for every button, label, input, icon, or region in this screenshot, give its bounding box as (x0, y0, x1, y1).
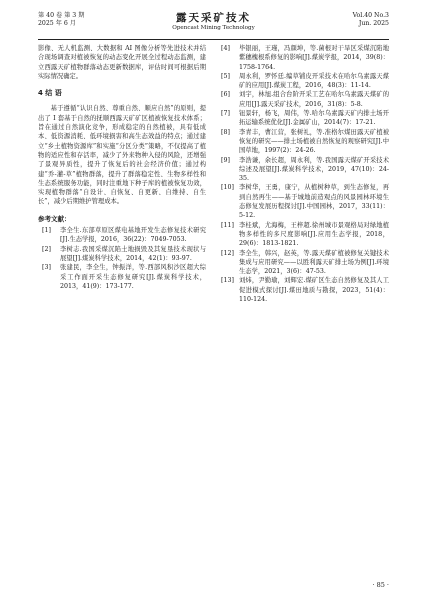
reference-number: [4] (221, 45, 230, 52)
reference-text: 刘宇，林旭.组合台阶开采工艺在哈尔乌素露天煤矿的应用[J].露天采矿技术，2016，31(8)：5-8. (239, 91, 389, 108)
reference-text: 刘炜，尹勤瑜，刘辉宏.煤矿区生态自然修复及其人工促进模式探讨[J].煤田地质与勘探，2023，51(4)：110-124. (239, 277, 389, 304)
reference-number: [13] (221, 277, 234, 285)
reference-list-left (38, 226, 206, 291)
reference-item (38, 245, 206, 264)
reference-number: [5] (221, 72, 230, 80)
date-cn: 2025 年 6 月 (38, 20, 76, 27)
reference-number: [3] (42, 264, 51, 272)
reference-text: 李全生，韩兴，赵英，等.露天煤矿植被修复关键技术集成与应用研究——以胜利露天矿排土场为例[J].环境生态学，2021，3(6)：47-53. (239, 249, 389, 276)
reference-text: 张建民，李全生，钟振洋，等.西部风积沙区超大综采工作面开采生态修复研究[J].煤炭科学技术，2013，41(9)：173-177. (60, 264, 206, 290)
reference-text: 李青丰，曹江营，张树礼，等.准格尔煤田露天矿植被恢复的研究——排土场植被自然恢复的观察研究[J].中国草地，1997(2)：24-26. (239, 128, 389, 155)
reference-number: [12] (221, 249, 234, 257)
reference-item (217, 109, 389, 128)
left-column (38, 44, 206, 291)
reference-item (217, 128, 389, 156)
reference-item (217, 90, 389, 109)
journal-title-en: Opencast Mining Technology (172, 25, 255, 31)
volume-issue-cn: 第 40 卷 第 3 期 (38, 12, 85, 19)
references-title: 参考文献： (38, 214, 71, 223)
reference-item (38, 263, 206, 291)
volume-issue-right (353, 12, 389, 28)
reference-text: 李树志.我国采煤沉陷土地损毁及其复垦技术现状与展望[J].煤炭科学技术，2014，42(1)：93-97. (60, 245, 206, 262)
reference-item (217, 156, 389, 184)
reference-number: [9] (221, 156, 230, 164)
reference-text: 周永利，罗怀廷.编草铺皮开采技术在哈尔乌素露天煤矿的应用[J].煤炭工程，2016，48(3)：11-14. (239, 72, 389, 90)
intro-paragraph: 影像、无人机监测、大数据和 AI 图像分析等先进技术并结合现场调查对植被恢复的动态变化开展全过程动态监测，建立西露天矿植物群落动态更新数据库，评估时间可根据后期实际情况确定。 (38, 45, 206, 80)
reference-text: 钮景轩，杨飞，周伟，等.哈尔乌素露天矿内排土场开拓运输系统优化[J].金属矿山，2014(7)：17-21. (239, 110, 389, 127)
reference-text: 毕银丽，王瑾，冯颜坤，等.菌根对干旱区采煤沉陷地紫穗槐根系修复的影响[J].煤炭学报，2014，39(8)：1758-1764. (239, 45, 389, 71)
journal-title-cn: 露天采矿技术 (176, 12, 251, 24)
page-number: · 85 · (372, 581, 389, 589)
reference-number: [11] (221, 221, 234, 229)
date-en: Jun. 2025 (358, 20, 389, 27)
volume-issue-en: Vol.40 No.3 (352, 12, 389, 19)
reference-item (217, 221, 389, 249)
reference-number: [8] (221, 128, 230, 136)
conclusion-paragraph: 基于遵循“认识自然、尊重自然、顺应自然”的原则，提出了 I 套基于自然的抚顺西露天矿矿区植被恢复技术体系；旨在通过自然演化竞争，形成稳定的自然植被，具有低成本、低资源消耗、低环境损害和高生态效益的特点；通过建立“乡土植物资源库”和实施“分区分类”策略，不仅提高了植物的适应性和存活率，减少了外来物种入侵的风险，还增强了景观异质性，提升了恢复后的社会经济价值；通过构建“乔-灌-草”植物群落，提升了群落稳定性、生物多样性和生态系统服务功能，同时注重地下种子库的植被恢复功效，实现植物群落“自设计、自恢复、自更新、自维持、自生长”，减少后期维护管理成本。 (38, 105, 206, 206)
reference-text: 李全生.东部草原区煤电基地开发生态修复技术研究[J].生态学报，2016，36(22)：7049-7053. (60, 227, 206, 244)
reference-item (217, 249, 389, 277)
running-header (38, 12, 389, 42)
reference-number: [6] (221, 91, 230, 99)
header-rule (38, 39, 389, 40)
reference-item (217, 44, 389, 72)
reference-item (217, 72, 389, 91)
reference-item (38, 226, 206, 245)
reference-text: 李桂斌，尤海梅，王梓超.徐州城市景观格局对绿地植物多样性的多尺度影响[J].应用生态学报，2018，29(6)：1813-1821. (239, 221, 389, 248)
reference-item (217, 183, 389, 220)
reference-item (217, 276, 389, 304)
reference-text: 李浩谦，余长超，周永利，等.我国露天煤矿开采技术综述及展望[J].煤炭科学技术，2019，47(10)：24-35. (239, 156, 389, 183)
reference-number: [1] (42, 227, 51, 235)
reference-list-right (217, 44, 389, 304)
section-title-conclusion: 4 结 语 (38, 89, 62, 98)
reference-text: 李树华，王勇，康宁，从植树种草，到生态修复，再到自然再生——基于城地前造观点的风景园林环境生态修复发展历程探讨[J].中国园林，2017，33(11)：5-12. (239, 184, 389, 220)
right-column (217, 44, 389, 304)
reference-number: [7] (221, 110, 230, 118)
journal-title-block (38, 12, 389, 32)
reference-number: [10] (221, 184, 234, 192)
reference-number: [2] (42, 245, 51, 253)
